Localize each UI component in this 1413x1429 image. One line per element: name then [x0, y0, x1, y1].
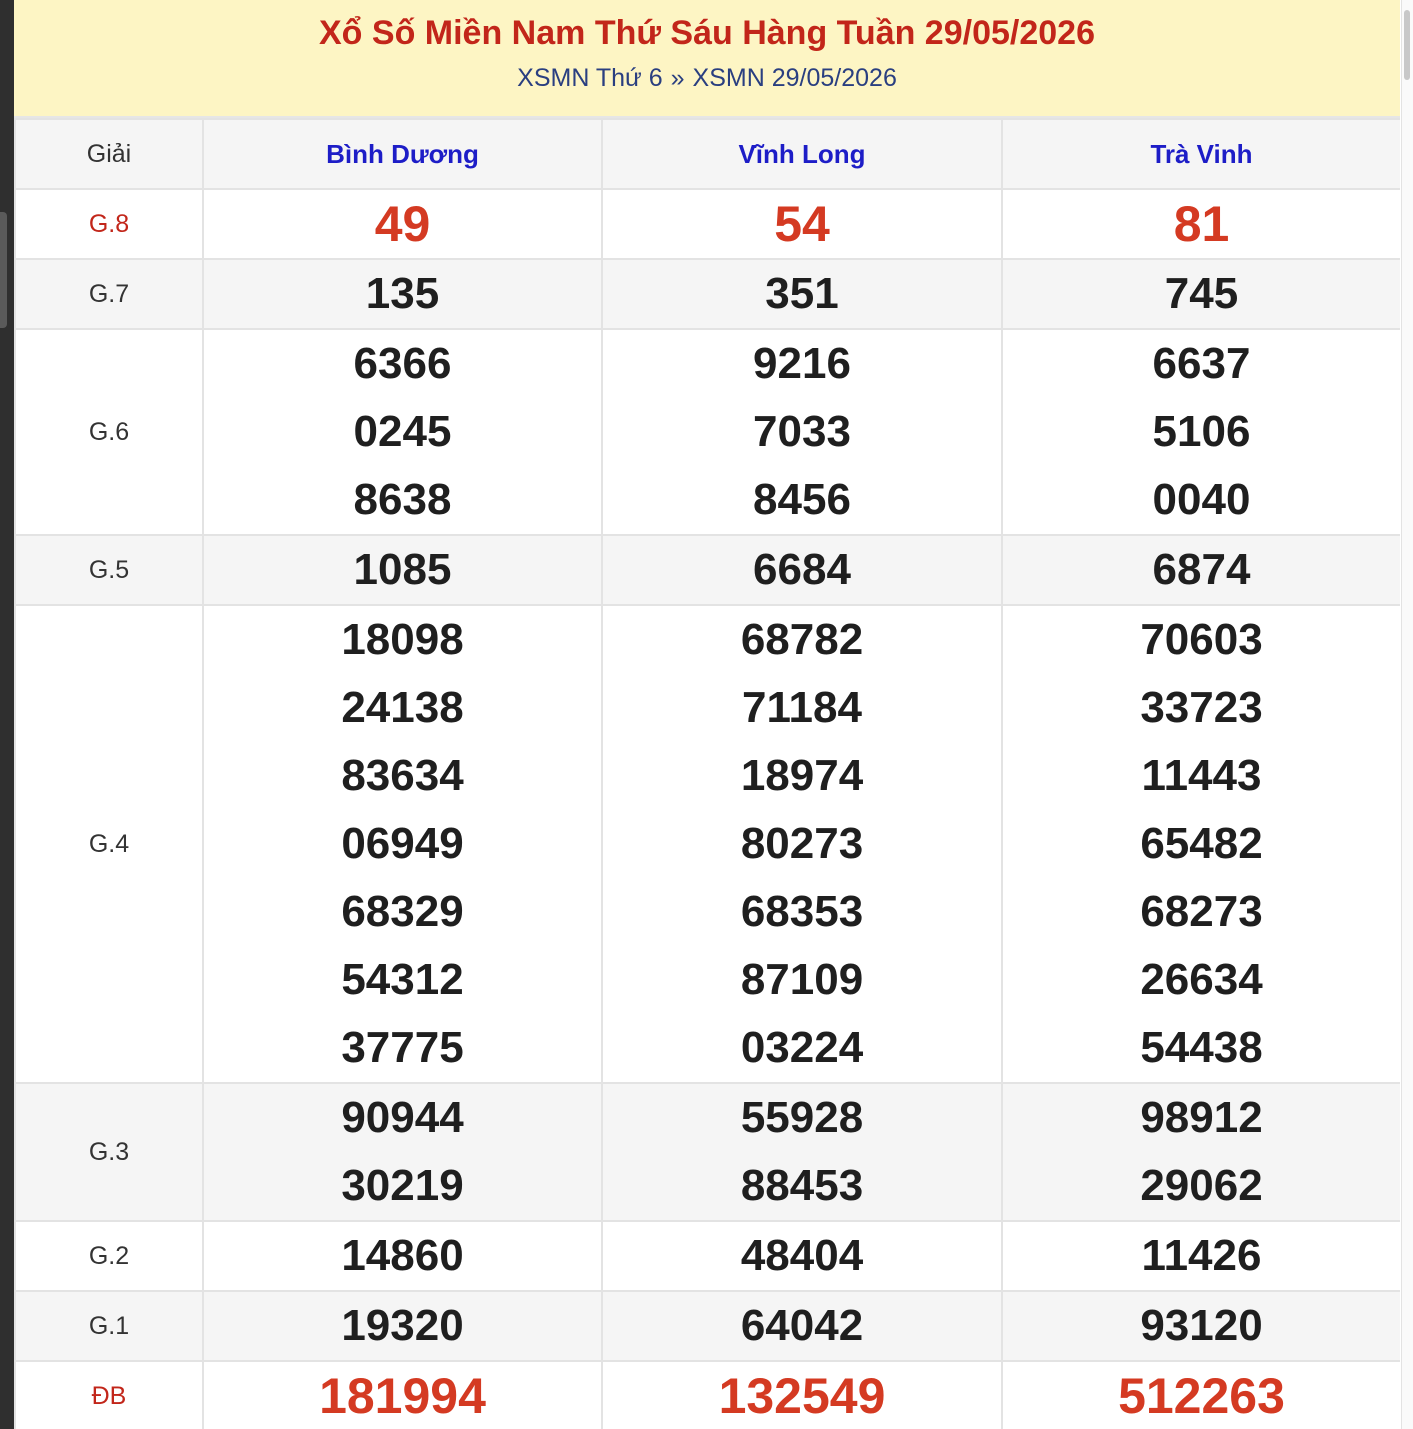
result-number: 181994 — [319, 1368, 486, 1424]
result-number: 49 — [374, 196, 431, 252]
result-number: 65482 — [1140, 819, 1263, 868]
result-cell-tra-vinh — [1002, 1083, 1400, 1221]
result-cell-vinh-long — [602, 259, 1002, 329]
result-number: 87109 — [740, 955, 864, 1004]
table-row — [15, 1361, 1400, 1429]
result-number: 135 — [365, 269, 440, 318]
result-number: 6637 — [1152, 339, 1251, 388]
result-number: 30219 — [341, 1161, 464, 1210]
result-cell-vinh-long — [602, 535, 1002, 605]
table-row — [15, 1291, 1400, 1361]
results-table — [14, 118, 1400, 1429]
prize-label: G.7 — [15, 259, 203, 329]
result-number: 24138 — [341, 683, 464, 732]
result-cell-tra-vinh — [1002, 1361, 1400, 1429]
result-number: 18098 — [341, 615, 464, 664]
result-number: 33723 — [1140, 683, 1263, 732]
result-number: 11426 — [1141, 1231, 1262, 1280]
prize-label: G.6 — [15, 329, 203, 535]
result-number: 26634 — [1140, 955, 1263, 1004]
result-number: 70603 — [1140, 615, 1263, 664]
result-number: 37775 — [341, 1023, 464, 1072]
scrollbar-track[interactable] — [1401, 0, 1413, 1429]
result-number: 14860 — [341, 1231, 464, 1280]
prize-label: G.1 — [15, 1291, 203, 1361]
table-row — [15, 189, 1400, 259]
result-number: 6874 — [1152, 545, 1251, 594]
result-number: 80273 — [740, 819, 864, 868]
result-number: 7033 — [753, 407, 851, 456]
result-number: 54312 — [341, 955, 464, 1004]
result-number: 90944 — [341, 1093, 464, 1142]
result-number: 48404 — [740, 1231, 864, 1280]
result-number: 512263 — [1118, 1368, 1285, 1424]
prize-label: G.5 — [15, 535, 203, 605]
result-cell-binh-duong — [203, 329, 602, 535]
result-number: 0040 — [1152, 475, 1251, 524]
result-number: 1085 — [353, 545, 452, 594]
prize-label: G.3 — [15, 1083, 203, 1221]
result-number: 5106 — [1152, 407, 1251, 456]
prize-label: ĐB — [15, 1361, 203, 1429]
result-number: 18974 — [740, 751, 864, 800]
result-number: 132549 — [718, 1368, 886, 1424]
result-number: 6366 — [353, 339, 452, 388]
column-header-tra-vinh[interactable]: Trà Vinh — [1002, 119, 1400, 189]
result-cell-binh-duong — [203, 1083, 602, 1221]
breadcrumb — [14, 63, 1400, 93]
scrollbar-thumb[interactable] — [1404, 10, 1410, 80]
result-cell-tra-vinh — [1002, 1291, 1400, 1361]
result-number: 68273 — [1140, 887, 1263, 936]
result-number: 81 — [1173, 196, 1230, 252]
page-title: Xổ Số Miền Nam Thứ Sáu Hàng Tuần 29/05/2026 — [319, 14, 1095, 52]
column-header-binh-duong[interactable]: Bình Dương — [203, 119, 602, 189]
result-number: 0245 — [353, 407, 452, 456]
results-panel — [14, 0, 1400, 1429]
result-number: 71184 — [742, 683, 862, 732]
result-cell-tra-vinh — [1002, 605, 1400, 1083]
column-header-vinh-long[interactable]: Vĩnh Long — [602, 119, 1002, 189]
result-cell-binh-duong — [203, 605, 602, 1083]
result-cell-tra-vinh — [1002, 535, 1400, 605]
result-cell-tra-vinh — [1002, 259, 1400, 329]
table-row — [15, 1083, 1400, 1221]
result-number: 93120 — [1140, 1301, 1263, 1350]
result-cell-binh-duong — [203, 1221, 602, 1291]
result-cell-binh-duong — [203, 1361, 602, 1429]
result-number: 68782 — [740, 615, 864, 664]
result-number: 29062 — [1140, 1161, 1263, 1210]
result-cell-vinh-long — [602, 1221, 1002, 1291]
table-row — [15, 535, 1400, 605]
result-cell-tra-vinh — [1002, 1221, 1400, 1291]
result-cell-binh-duong — [203, 259, 602, 329]
result-number: 68353 — [740, 887, 864, 936]
result-number: 54438 — [1140, 1023, 1263, 1072]
result-cell-vinh-long — [602, 1083, 1002, 1221]
result-cell-tra-vinh — [1002, 189, 1400, 259]
result-cell-vinh-long — [602, 1361, 1002, 1429]
result-number: 03224 — [740, 1023, 864, 1072]
table-row — [15, 1221, 1400, 1291]
result-number: 745 — [1164, 269, 1239, 318]
result-number: 11443 — [1141, 751, 1262, 800]
result-number: 351 — [765, 269, 839, 318]
result-number: 9216 — [753, 339, 851, 388]
result-number: 54 — [774, 196, 830, 252]
result-cell-tra-vinh — [1002, 329, 1400, 535]
breadcrumb-separator: » — [670, 64, 685, 92]
result-number: 68329 — [341, 887, 464, 936]
result-number: 55928 — [740, 1093, 864, 1142]
result-number: 6684 — [753, 545, 851, 594]
result-cell-vinh-long — [602, 605, 1002, 1083]
result-number: 8638 — [353, 475, 452, 524]
prize-label: G.8 — [15, 189, 203, 259]
result-number: 06949 — [341, 819, 464, 868]
result-cell-vinh-long — [602, 329, 1002, 535]
breadcrumb-link-date[interactable]: XSMN 29/05/2026 — [692, 64, 897, 92]
result-number: 83634 — [341, 751, 464, 800]
prize-label: G.4 — [15, 605, 203, 1083]
result-cell-binh-duong — [203, 1291, 602, 1361]
result-number: 98912 — [1140, 1093, 1263, 1142]
side-panel-handle[interactable] — [0, 212, 7, 328]
breadcrumb-link-weekday[interactable]: XSMN Thứ 6 — [517, 64, 663, 92]
table-row — [15, 605, 1400, 1083]
prize-label: G.2 — [15, 1221, 203, 1291]
table-row — [15, 329, 1400, 535]
result-number: 8456 — [753, 475, 851, 524]
result-cell-binh-duong — [203, 535, 602, 605]
column-header-prize: Giải — [15, 119, 203, 189]
results-header — [14, 0, 1400, 118]
table-header-row — [15, 119, 1400, 189]
result-number: 19320 — [341, 1301, 464, 1350]
result-cell-vinh-long — [602, 189, 1002, 259]
result-number: 88453 — [740, 1161, 864, 1210]
table-row — [15, 259, 1400, 329]
result-cell-vinh-long — [602, 1291, 1002, 1361]
result-cell-binh-duong — [203, 189, 602, 259]
result-number: 64042 — [740, 1301, 864, 1350]
